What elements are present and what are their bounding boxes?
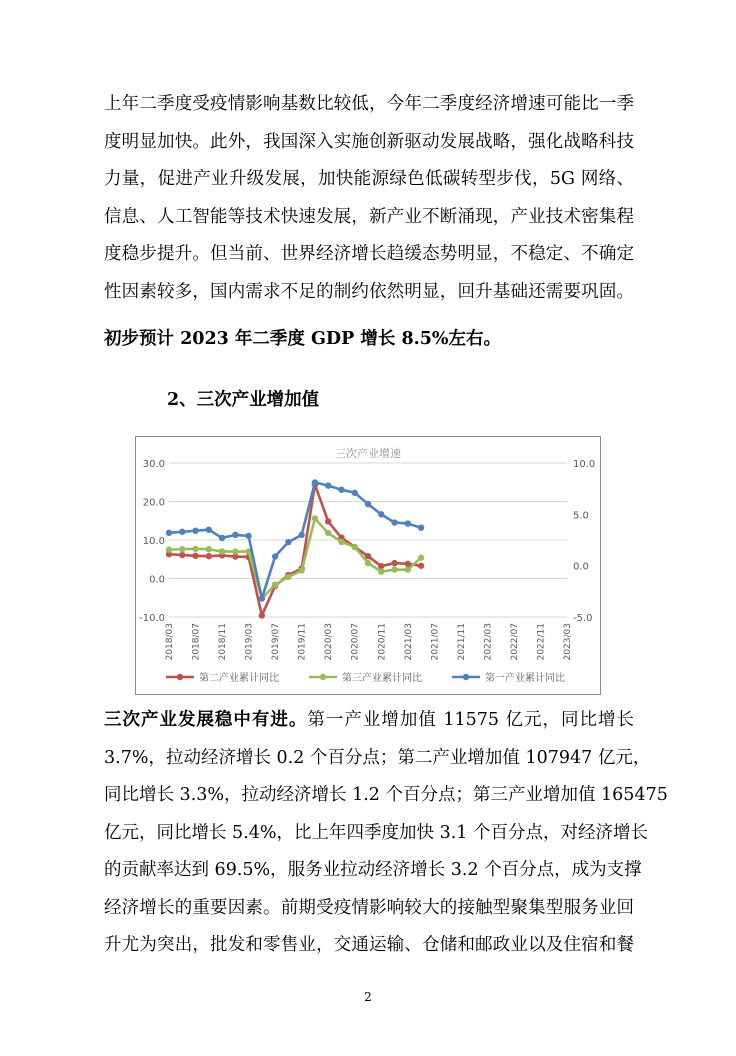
legend-marker: [463, 674, 469, 680]
data-point: [405, 520, 411, 526]
data-point: [418, 555, 424, 561]
x-axis-tick-label: 2019/03: [244, 623, 255, 661]
text-line: 升尤为突出，批发和零售业，交通运输、仓储和邮政业以及住宿和餐: [104, 935, 634, 955]
x-axis-tick-label: 2022/11: [536, 623, 547, 661]
left-axis-tick-label: 10.0: [142, 536, 165, 547]
x-axis-tick-label: 2020/03: [324, 623, 335, 661]
data-point: [325, 482, 331, 488]
data-point: [219, 535, 225, 541]
data-point: [378, 511, 384, 517]
x-axis-tick-label: 2019/11: [297, 623, 308, 661]
data-point: [352, 490, 358, 496]
text-line: 经济增长的重要因素。前期受疫情影响较大的接触型聚集型服务业回: [104, 897, 634, 918]
x-axis-tick-label: 2021/07: [430, 623, 441, 661]
data-point: [232, 532, 238, 538]
data-point: [405, 566, 411, 572]
data-point: [272, 553, 278, 559]
data-point: [179, 546, 185, 552]
legend-label: 第三产业累计同比: [342, 673, 422, 684]
data-point: [259, 595, 265, 601]
x-axis-tick-label: 2021/11: [456, 623, 467, 661]
data-point: [391, 519, 397, 525]
data-point: [272, 581, 278, 587]
paragraph-three-industries: [104, 702, 668, 965]
text-line: 同比增长 3.3%，拉动经济增长 1.2 个百分点；第三产业增加值 165475: [104, 785, 668, 805]
text-line: 力量，促进产业升级发展，加快能源绿色低碳转型步伐，5G 网络、: [104, 169, 634, 189]
text-line: 信息、人工智能等技术快速发展，新产业不断涌现，产业技术密集程: [104, 206, 634, 227]
data-point: [206, 553, 212, 559]
data-point: [219, 548, 225, 554]
data-point: [325, 518, 331, 524]
text-line: 的贡献率达到 69.5%，服务业拉动经济增长 3.2 个百分点，成为支撑: [104, 860, 642, 880]
data-point: [166, 530, 172, 536]
x-axis-tick-label: 2020/11: [377, 623, 388, 661]
chart-title: 三次产业增速: [335, 447, 401, 460]
data-point: [378, 568, 384, 574]
data-point: [285, 539, 291, 545]
x-axis-tick-label: 2019/07: [271, 623, 282, 661]
data-point: [179, 529, 185, 535]
data-point: [192, 528, 198, 534]
data-point: [338, 539, 344, 545]
data-point: [338, 486, 344, 492]
data-point: [166, 546, 172, 552]
data-point: [192, 553, 198, 559]
data-point: [232, 548, 238, 554]
text-line: 度稳步提升。但当前、世界经济增长趋缓态势明显，不稳定、不确定: [104, 244, 634, 264]
legend-label: 第一产业累计同比: [485, 673, 565, 684]
left-axis-tick-label: -10.0: [139, 613, 165, 624]
data-point: [285, 574, 291, 580]
data-point: [365, 560, 371, 566]
gdp-forecast-statement: 初步预计 2023 年二季度 GDP 增长 8.5%左右。: [104, 329, 502, 349]
paragraph-economy-outlook: [104, 86, 634, 311]
x-axis-tick-label: 2018/11: [218, 623, 229, 661]
series-line-2: [169, 483, 421, 599]
right-axis-tick-label: 5.0: [573, 510, 589, 522]
data-point: [298, 567, 304, 573]
x-axis-tick-label: 2023/03: [563, 623, 573, 661]
section-heading: 2、三次产业增加值: [167, 390, 320, 410]
data-point: [298, 532, 304, 538]
data-point: [391, 560, 397, 566]
right-axis-tick-label: -5.0: [573, 613, 593, 624]
text-fragment: 第一产业增加值 11575 亿元，同比增长: [307, 710, 634, 730]
data-point: [352, 544, 358, 550]
data-point: [259, 612, 265, 618]
data-point: [391, 566, 397, 572]
x-axis-tick-label: 2020/07: [350, 623, 361, 661]
x-axis-tick-label: 2022/07: [509, 623, 520, 661]
x-axis-tick-label: 2018/03: [165, 623, 175, 661]
chart-canvas: [136, 437, 600, 694]
data-point: [245, 533, 251, 539]
data-point: [418, 563, 424, 569]
left-axis-tick-label: 0.0: [149, 574, 165, 586]
data-point: [418, 524, 424, 530]
data-point: [365, 501, 371, 507]
legend-marker: [320, 674, 326, 680]
data-point: [312, 479, 318, 485]
x-axis-tick-label: 2022/03: [483, 623, 494, 661]
legend-label: 第二产业累计同比: [199, 673, 279, 684]
data-point: [206, 527, 212, 533]
data-point: [312, 515, 318, 521]
text-line: 上年二季度受疫情影响基数比较低，今年二季度经济增速可能比一季: [104, 94, 634, 114]
x-axis-tick-label: 2021/03: [403, 623, 414, 661]
industry-growth-chart: [135, 436, 601, 695]
legend-marker: [177, 674, 183, 680]
data-point: [179, 552, 185, 558]
right-axis-tick-label: 10.0: [573, 459, 596, 470]
paragraph-lead: 三次产业发展稳中有进。: [104, 710, 308, 730]
text-line: 度明显加快。此外，我国深入实施创新驱动发展战略，强化战略科技: [104, 131, 634, 152]
page-number: 2: [364, 990, 372, 1004]
text-line: 亿元，同比增长 5.4%，比上年四季度加快 3.1 个百分点，对经济增长: [104, 822, 648, 843]
right-axis-tick-label: 0.0: [573, 561, 589, 573]
data-point: [192, 546, 198, 552]
left-axis-tick-label: 20.0: [142, 497, 165, 509]
data-point: [206, 546, 212, 552]
left-axis-tick-label: 30.0: [142, 459, 165, 470]
text-line: 3.7%，拉动经济增长 0.2 个百分点；第二产业增加值 107947 亿元，: [104, 747, 651, 768]
data-point: [325, 530, 331, 536]
x-axis-tick-label: 2018/07: [191, 623, 202, 661]
text-line: [104, 702, 634, 740]
text-line: 性因素较多，国内需求不足的制约依然明显，回升基础还需要巩固。: [104, 281, 634, 302]
